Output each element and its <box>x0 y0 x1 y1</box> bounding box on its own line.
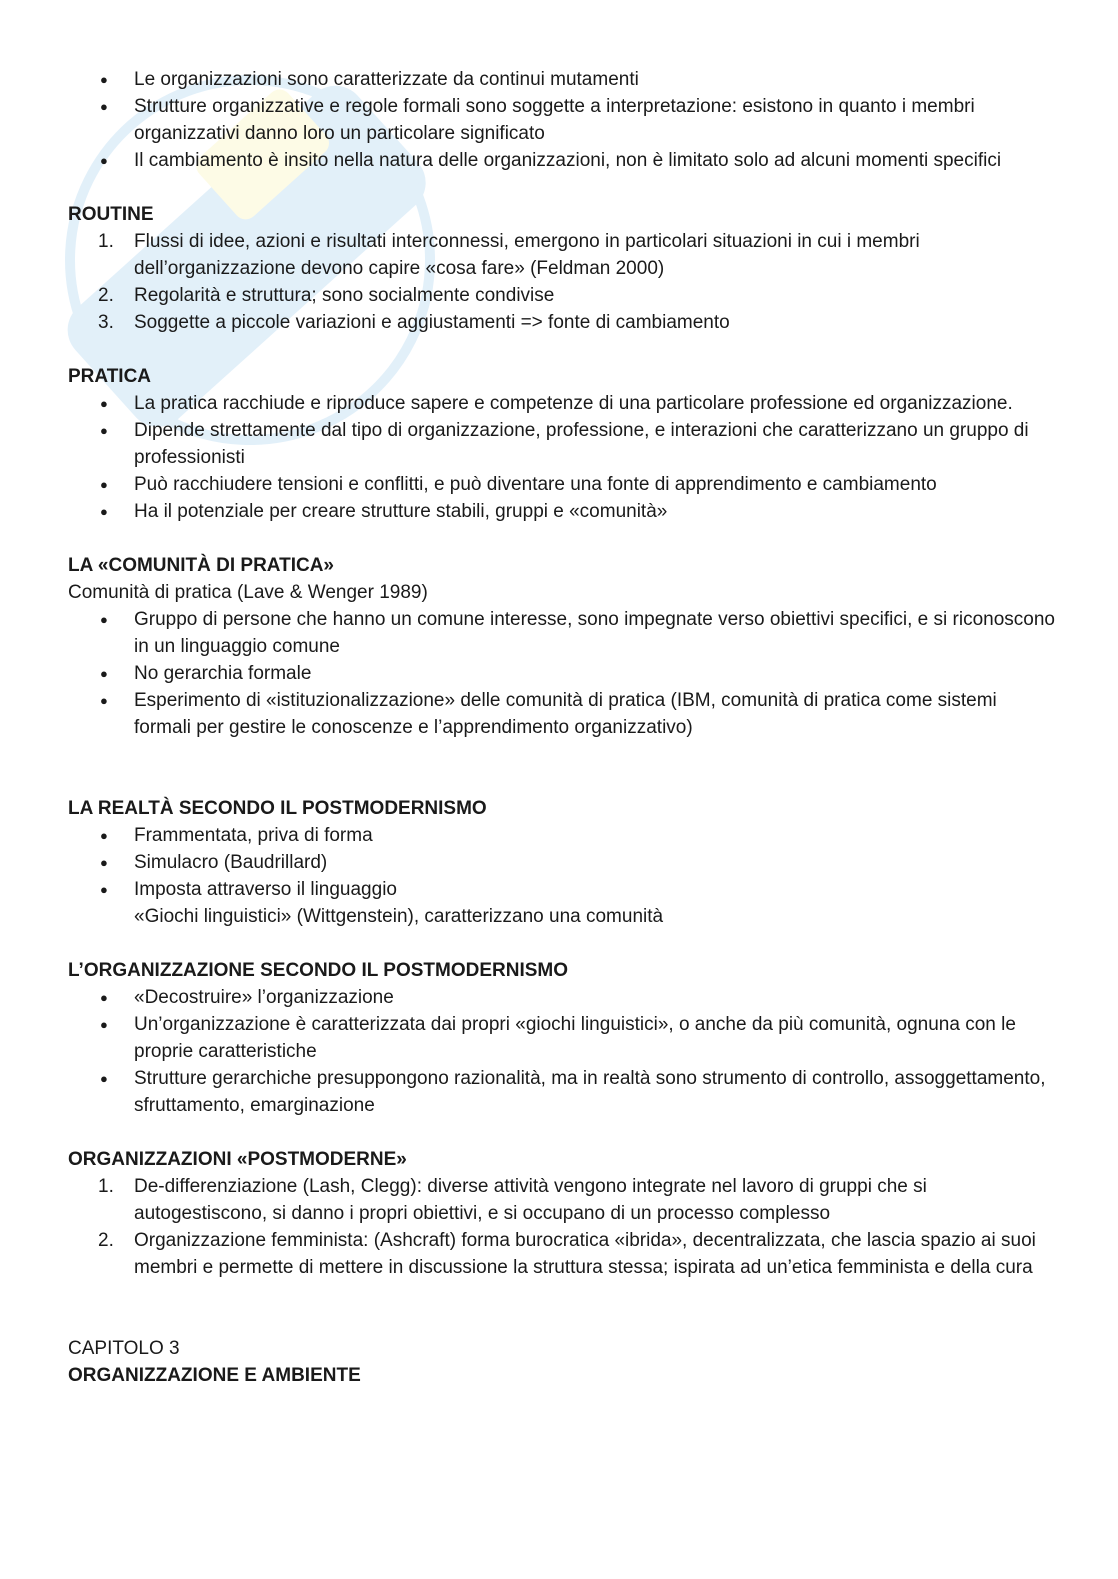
list-item-text: Flussi di idee, azioni e risultati interconnessi, emergono in particolari situazioni in cui i membri dell’organizzazione devono capire «cosa fare» (Feldman 2000) <box>134 231 920 279</box>
list-item <box>68 309 1058 336</box>
pratica-bullet-list <box>68 390 1058 525</box>
list-item-text: Regolarità e struttura; sono socialmente condivise <box>134 285 555 306</box>
list-item: ● Le organizzazioni sono caratterizzate da continui mutamenti <box>68 66 1058 93</box>
list-item: ● Strutture gerarchiche presuppongono razionalità, ma in realtà sono strumento di controllo, assoggettamento, sfruttamento, emarginazione <box>68 1065 1058 1119</box>
section-heading-pratica: PRATICA <box>68 366 152 387</box>
list-item: ● Frammentata, priva di forma <box>68 822 1058 849</box>
list-item: ● Ha il potenziale per creare strutture stabili, gruppi e «comunità» <box>68 498 1058 525</box>
list-number: 3. <box>98 312 114 333</box>
comunita-bullet-list <box>68 606 1058 741</box>
list-item: ● Un’organizzazione è caratterizzata dai propri «giochi linguistici», o anche da più comunità, ognuna con le proprie caratteristiche <box>68 1011 1058 1065</box>
document-content <box>68 66 1058 1389</box>
section-subtitle: Comunità di pratica (Lave & Wenger 1989) <box>68 582 428 603</box>
list-number: 2. <box>98 1230 114 1251</box>
section-heading-comunita: LA «COMUNITÀ DI PRATICA» <box>68 555 334 576</box>
list-item-text: Soggette a piccole variazioni e aggiustamenti => fonte di cambiamento <box>134 312 730 333</box>
list-item: ● Strutture organizzative e regole formali sono soggette a interpretazione: esistono in quanto i membri organizzativi danno loro un particolare significato <box>68 93 1058 147</box>
list-item: ● Gruppo di persone che hanno un comune interesse, sono impegnate verso obiettivi specifici, e si riconoscono in un linguaggio comune <box>68 606 1058 660</box>
list-number: 1. <box>98 231 114 252</box>
list-item: ● Imposta attraverso il linguaggio <box>68 876 1058 903</box>
list-item: ● No gerarchia formale <box>68 660 1058 687</box>
realta-bullet-list <box>68 822 1058 903</box>
chapter-label: CAPITOLO 3 <box>68 1338 180 1359</box>
list-number: 1. <box>98 1176 114 1197</box>
list-item: ● Può racchiudere tensioni e conflitti, e può diventare una fonte di apprendimento e cambiamento <box>68 471 1058 498</box>
list-item-text: De-differenziazione (Lash, Clegg): diverse attività vengono integrate nel lavoro di gruppi che si autogestiscono, si danno i propri obiettivi, e si occupano di un processo complesso <box>134 1176 927 1224</box>
list-item <box>68 1173 1058 1227</box>
chapter-title: ORGANIZZAZIONE E AMBIENTE <box>68 1365 361 1386</box>
list-continuation: «Giochi linguistici» (Wittgenstein), caratterizzano una comunità <box>134 906 664 927</box>
list-item-text: Organizzazione femminista: (Ashcraft) forma burocratica «ibrida», decentralizzata, che lascia spazio ai suoi membri e permette di mettere in discussione la struttura stessa; ispirata ad un’etica femminista e della cura <box>134 1230 1036 1278</box>
section-heading-organizzazione: L’ORGANIZZAZIONE SECONDO IL POSTMODERNISMO <box>68 960 569 981</box>
section-heading-postmoderne: ORGANIZZAZIONI «POSTMODERNE» <box>68 1149 407 1170</box>
list-item <box>68 282 1058 309</box>
section-heading-routine: ROUTINE <box>68 204 154 225</box>
list-item: ● La pratica racchiude e riproduce sapere e competenze di una particolare professione ed organizzazione. <box>68 390 1058 417</box>
list-number: 2. <box>98 285 114 306</box>
postmoderne-numbered-list <box>68 1173 1058 1281</box>
section-heading-realta: LA REALTÀ SECONDO IL POSTMODERNISMO <box>68 798 487 819</box>
list-item: ● Dipende strettamente dal tipo di organizzazione, professione, e interazioni che caratterizzano un gruppo di professionisti <box>68 417 1058 471</box>
organizzazione-bullet-list <box>68 984 1058 1119</box>
list-item: ● «Decostruire» l’organizzazione <box>68 984 1058 1011</box>
list-item: ● Simulacro (Baudrillard) <box>68 849 1058 876</box>
intro-bullet-list <box>68 66 1058 174</box>
list-item: ● Il cambiamento è insito nella natura delle organizzazioni, non è limitato solo ad alcuni momenti specifici <box>68 147 1058 174</box>
list-item <box>68 1227 1058 1281</box>
list-item: ● Esperimento di «istituzionalizzazione» delle comunità di pratica (IBM, comunità di pratica come sistemi formali per gestire le conoscenze e l’apprendimento organizzativo) <box>68 687 1058 741</box>
routine-numbered-list <box>68 228 1058 336</box>
list-item <box>68 228 1058 282</box>
